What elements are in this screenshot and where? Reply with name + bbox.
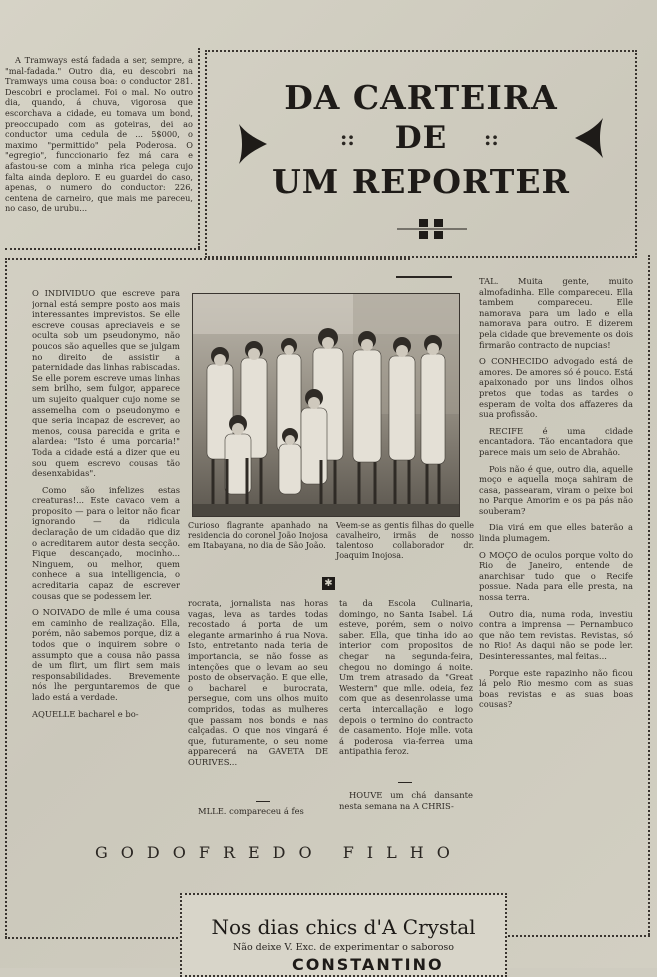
- dots-icon-right: ::: [484, 126, 499, 150]
- photo-caption-left: Curioso flagrante apanhado na residencia do coronel João Inojosa em Itabayana, no dia de São João.: [188, 521, 328, 550]
- col3-paragraph-2: HOUVE um chá dansante nesta semana na A CHRIS-: [339, 790, 473, 811]
- star-ornament-icon: ✱: [322, 577, 335, 590]
- photo-caption-right: Veem-se as gentis filhas do quelle cavalheiro, irmãs de nosso talentoso collaborador dr. Joaquim Inojosa.: [336, 521, 474, 560]
- col2-paragraph-2: MLLE. compareceu á fes: [198, 806, 304, 816]
- col3-paragraph-1: ta da Escola Culinaria, domingo, no Santa Isabel. Lá esteve, porém, sem o noivo saber. Ella, que tinha ido ao interior com propositos de chegar na segunda-feira, chegou no domingo á noite. Um trem atrasado da "Great Western" que mlle. odeia, fez com que as desenrolasse uma certa intercallação e logo depois o termino do contracto de casamento. Hoje mlle. vota á poderosa via-ferrea uma antipathia feroz.: [339, 598, 473, 757]
- intro-column: [5, 55, 193, 240]
- col4-paragraph-8: Porque este rapazinho não ficou lá pelo Rio mesmo com as suas boas revistas e as suas boas cousas?: [479, 667, 633, 710]
- photo-top-rule: [396, 276, 452, 278]
- col4-paragraph-6: O MOÇO de oculos porque volto do Rio de Janeiro, entende de anarchisar tudo que o Recife possue. Nada para elle presta, na nossa terra.: [479, 549, 633, 603]
- col3-rule: [398, 782, 412, 783]
- col4-paragraph-5: Dia virá em que elles baterão a linda plumagem.: [479, 522, 633, 544]
- dots-icon-left: ::: [340, 126, 355, 150]
- leaf-ornament-icon-right: [569, 110, 609, 166]
- col1-paragraph-3: O NOIVADO de mlle é uma cousa em caminho de realização. Ella, porém, não sabemos porque, diz a todos que o inquirem sobre o assumpto que a cousa não passa de um flirt, um flirt sem mais responsabilidades. Brevemente nós lhe perguntaremos de que lado está a verdade.: [32, 607, 180, 702]
- author-signature: GODOFREDO FILHO: [95, 843, 463, 862]
- title-line-3: UM REPORTER: [272, 162, 570, 201]
- leaf-ornament-icon-left: [233, 116, 273, 172]
- ad-brand: CONSTANTINO: [292, 955, 444, 974]
- column-4: [479, 276, 633, 806]
- body-border-right: [648, 255, 650, 935]
- col1-paragraph-4: AQUELLE bacharel e bo-: [32, 708, 139, 719]
- column-2-bottom: [188, 806, 328, 820]
- body-border-left: [5, 258, 7, 938]
- ad-subline: Não deixe V. Exc. de experimentar o saboroso: [232, 942, 455, 953]
- square-ornament-icon: [397, 216, 467, 242]
- title-line-1: DA CARTEIRA: [284, 78, 558, 117]
- photo-illustration: [193, 294, 459, 516]
- advertisement-box: [180, 893, 507, 977]
- col4-paragraph-1: TAL. Muita gente, muito almofadinha. Elle compareceu. Ella tambem compareceu. Elle namorava para um lado e ella namorava para outro. E dizerem pela cidade que brevemente os dois firmarão contracto de nupcias!: [479, 276, 633, 350]
- col4-paragraph-7: Outro dia, numa roda, investiu contra a imprensa — Pernambuco que não tem revistas. Revistas, só no Rio! As daqui não se pode ler. Desinteressantes, mal feitas...: [479, 608, 633, 661]
- body-border-bottom-right: [505, 935, 650, 937]
- column-2: [188, 598, 328, 798]
- title-line-2: DE: [394, 120, 448, 156]
- col4-paragraph-2: O CONHECIDO advogado está de amores. De amores só é pouco. Está apaixonado por uns lindos olhos pretos que todas as tardes o esperam de volta dos affazeres da sua profissão.: [479, 356, 633, 420]
- intro-border-bottom: [5, 248, 200, 250]
- intro-border-right: [198, 48, 200, 248]
- col2-paragraph-1: rocrata, jornalista nas horas vagas, leva as tardes todas recostado á porta de um elegante armarinho á rua Nova. Isto, entretanto nada teria de importancia, se não fosse as intenções que o levam ao seu posto de observação. E que elle, o bacharel e burocrata, persegue, com uns olhos muito compridos, todas as mulheres que passam nos bonds e nas calçadas. O que nos vingará é que, futuramente, o seu nome apparecerá na GAVETA DE OURIVES...: [188, 598, 328, 767]
- title-box: [205, 50, 637, 258]
- intro-paragraph: A Tramways está fadada a ser, sempre, a "mal-fadada." Outro dia, eu descobri na Tramways uma cousa boa: o conductor 281. Descobri e proclamei. Foi o mal. No outro dia, quando, á chuva, vigorosa que escorchava a cidade, eu tomava um bond, preoccupado com as goteiras, dei ao conductor uma cedula de ... 5$000, o maximo "permittido" pela Poderosa. O "egregio", funccionario fez má cara e afastou-se com a minha rica pelega cujo falta ainda deploro. E eu guardei do caso, apenas, o numero do conductor: 226, centena de carneiro, que mais me pareceu, no caso, de urubu...: [5, 55, 193, 214]
- body-border-top: [5, 258, 410, 260]
- family-photo: [192, 293, 460, 517]
- ad-headline: Nos dias chics d'A Crystal: [211, 915, 476, 939]
- column-3: [339, 598, 473, 780]
- col4-paragraph-4: Pois não é que, outro dia, aquelle moço e aquella moça sahiram de casa, passearam, viram o peixe boi no Parque Amorim e os pa pás não souberam?: [479, 463, 633, 516]
- body-border-bottom-left: [5, 937, 178, 939]
- col2-rule: [256, 801, 270, 802]
- col4-paragraph-3: RECIFE é uma cidade encantadora. Tão encantadora que parece mais um seio de Abrahão.: [479, 425, 633, 457]
- col1-paragraph-1: O INDIVIDUO que escreve para jornal está sempre posto aos mais interessantes imprevistos. Se elle escreve cousas apreciaveis e se oculta sob um pseudonymo, não poucos são aquelles que se julgam no direito de assistir a paternidade das linhas rabiscadas. Se elle porem escreve umas linhas sem brilho, sem fulgor, apparece um sujeito qualquer cujo nome se assemelha com o pseudonymo e que seria incapaz de escrever, ao menos, cousa parecida e grita e alardea: "Isto é uma porcaria!" Toda a cidade está a dizer que eu sou quem escrevo cousas tão desenxabidas".: [32, 288, 180, 479]
- column-1: [32, 288, 180, 824]
- column-3-bottom: [339, 790, 473, 816]
- col1-paragraph-2: Como são infelizes estas creaturas!... Este cavaco vem a proposito — para o leitor não ficar ignorando — da ridicula declaração de um cidadão que diz o acreditarem autor desta secção. Fique descançado, mocinho... Ninguem, ou melhor, quem conhece a sua intelligencia, o acreditaria capaz de escrever cousas que se podessem ler.: [32, 484, 180, 601]
